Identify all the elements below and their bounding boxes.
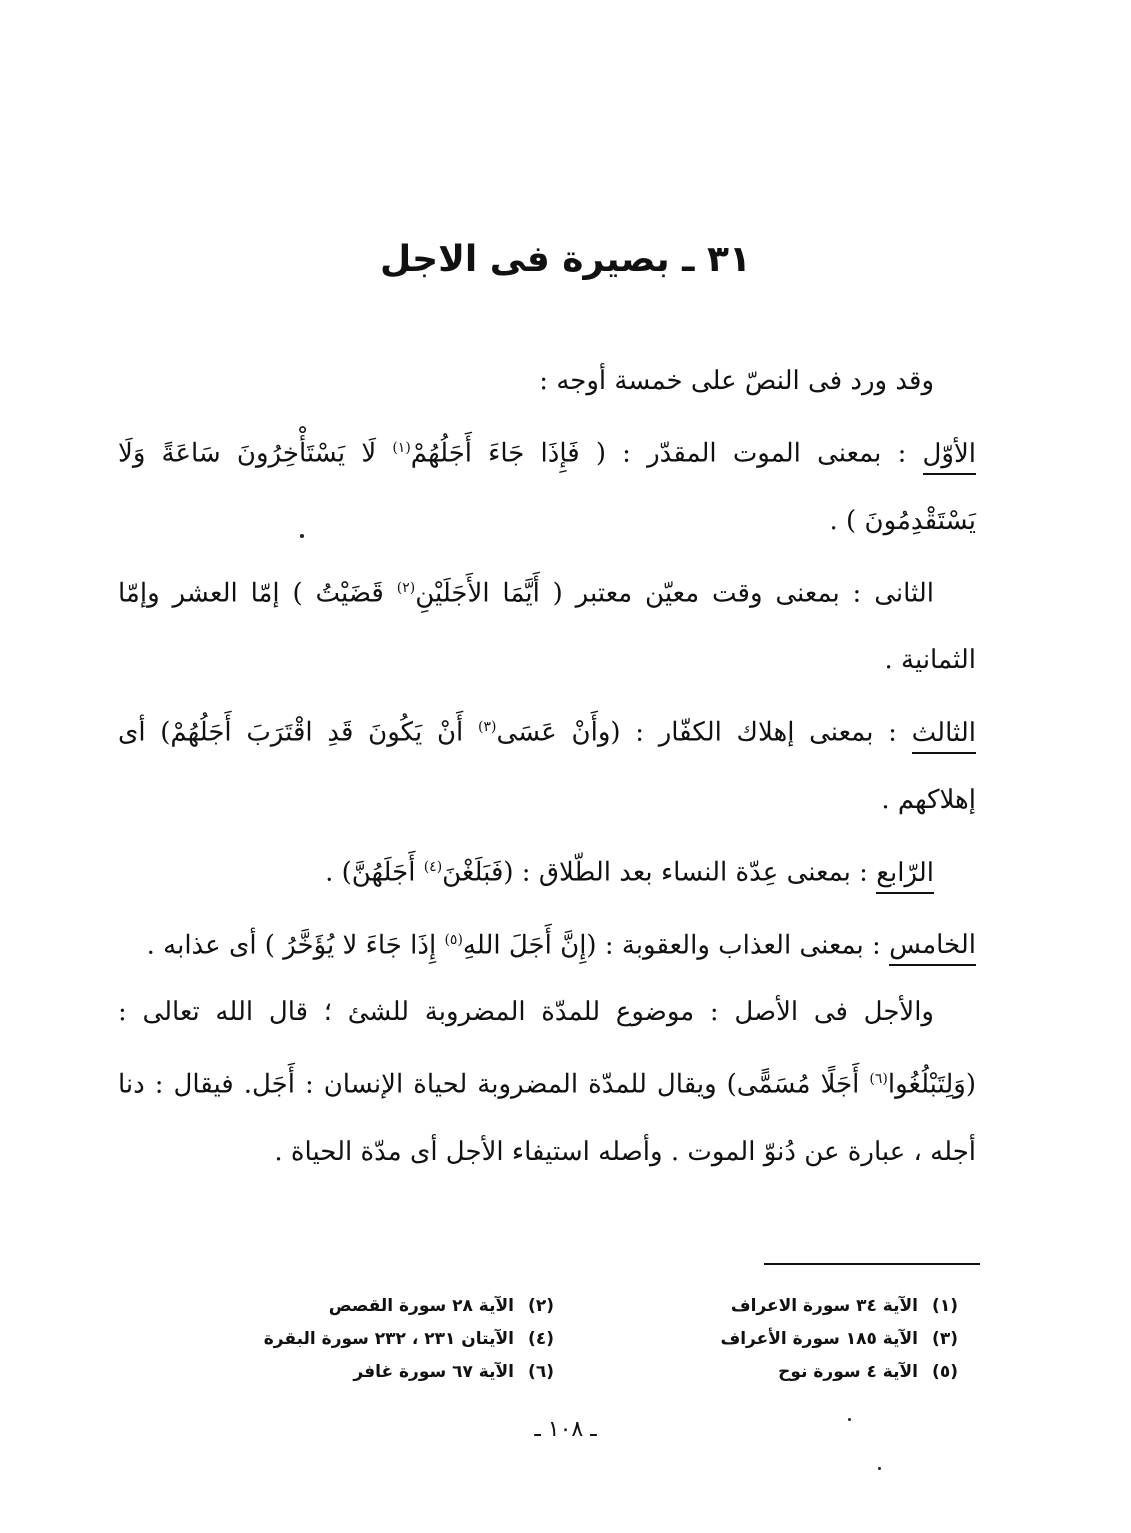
section-fourth <box>118 834 976 907</box>
footnote-number: (٦) <box>528 1362 554 1382</box>
footnote-mark: (١) <box>392 440 411 456</box>
section-text: قَضَيْتُ ) إمّا العشر وإمّا الثمانية . <box>118 578 976 676</box>
section-text: : بمعنى الموت المقدّر : ( فَإِذَا جَاءَ أَجَلُهُمْ <box>410 438 923 469</box>
footnote-text: الآية ٣٤ سورة الاعراف <box>730 1296 918 1316</box>
footnote-text: الآية ٤ سورة نوح <box>778 1362 918 1382</box>
main-text <box>118 348 976 1186</box>
section-text: أَجَلَهُنَّ) . <box>325 857 424 888</box>
footnote-row <box>150 1290 958 1323</box>
section-label: الخامس <box>889 930 976 966</box>
footnote-row <box>150 1323 958 1356</box>
footnote-mark: (٤) <box>423 858 443 875</box>
closing-paragraph <box>118 979 976 1186</box>
section-first <box>118 415 976 555</box>
section-third <box>118 694 976 834</box>
section-text: لَا يَسْتَأْخِرُونَ سَاعَةً وَلَا يَسْتَقْدِمُونَ ) . <box>118 438 976 536</box>
section-label: الثالث <box>912 718 976 754</box>
page-number: ـ ١٠٨ ـ <box>534 1417 597 1442</box>
footnote-number: (٤) <box>528 1329 554 1349</box>
footnote-item <box>554 1290 958 1323</box>
scan-speck <box>300 534 304 538</box>
footnote-item <box>150 1323 554 1356</box>
footnote-number: (٣) <box>932 1329 958 1349</box>
footnote-item <box>554 1356 958 1389</box>
section-second <box>118 555 976 695</box>
footnotes <box>150 1290 958 1389</box>
closing-text: والأجل فى الأصل : موضوع للمدّة المضروبة للشئ ؛ قال الله تعالى : (وَلِتَبْلُغُوا <box>118 997 976 1100</box>
section-text: إِذَا جَاءَ لا يُؤَخَّرُ ) أى عذابه . <box>146 930 445 961</box>
footnote-row <box>150 1356 958 1389</box>
footnote-number: (١) <box>932 1296 958 1316</box>
section-text: : بمعنى وقت معيّن معتبر ( أَيَّمَا الأَجَلَيْنِ <box>415 578 875 609</box>
footnote-number: (٥) <box>932 1362 958 1382</box>
footnote-mark: (٢) <box>396 579 416 596</box>
closing-text: أَجَلًا مُسَمًّى) ويقال للمدّة المضروبة لحياة الإنسان : أَجَل. فيقال : دنا أجله ، عبارة عن دُنوّ الموت . وأصله استيفاء الأجل أى مدّة الحياة . <box>118 1069 976 1167</box>
section-text: : بمعنى العذاب والعقوبة : (إِنَّ أَجَلَ اللهِ <box>462 930 890 961</box>
footnote-divider <box>764 1263 980 1265</box>
footnote-text: الآيتان ٢٣١ ، ٢٣٢ سورة البقرة <box>263 1329 514 1349</box>
footnote-mark: (٣) <box>477 719 497 736</box>
section-fifth <box>118 907 976 980</box>
footnote-number: (٢) <box>528 1296 554 1316</box>
intro-paragraph: وقد ورد فى النصّ على خمسة أوجه : <box>539 366 934 396</box>
section-text: : بمعنى عِدّة النساء بعد الطّلاق : (فَبَلَغْنَ <box>442 857 877 888</box>
section-label: الرّابع <box>876 858 934 894</box>
scan-speck <box>848 1418 851 1421</box>
section-text: أَنْ يَكُونَ قَدِ اقْتَرَبَ أَجَلُهُمْ) أى إهلاكهم . <box>118 717 976 815</box>
footnote-mark: (٦) <box>869 1071 888 1088</box>
chapter-title: ٣١ ـ بصيرة فى الاجل <box>380 239 751 280</box>
footnote-item <box>150 1356 554 1389</box>
footnote-item <box>554 1323 958 1356</box>
footnote-item <box>150 1290 554 1323</box>
section-label: الأوّل <box>923 439 977 475</box>
section-text: : بمعنى إهلاك الكفّار : (وأَنْ عَسَى <box>496 717 912 748</box>
section-label: الثانى <box>874 578 935 609</box>
footnote-text: الآية ٢٨ سورة القصص <box>328 1296 514 1316</box>
scan-speck <box>878 1467 881 1470</box>
footnote-text: الآية ١٨٥ سورة الأعراف <box>720 1329 918 1349</box>
footnote-mark: (٥) <box>444 931 463 948</box>
footnote-text: الآية ٦٧ سورة غافر <box>353 1362 514 1382</box>
